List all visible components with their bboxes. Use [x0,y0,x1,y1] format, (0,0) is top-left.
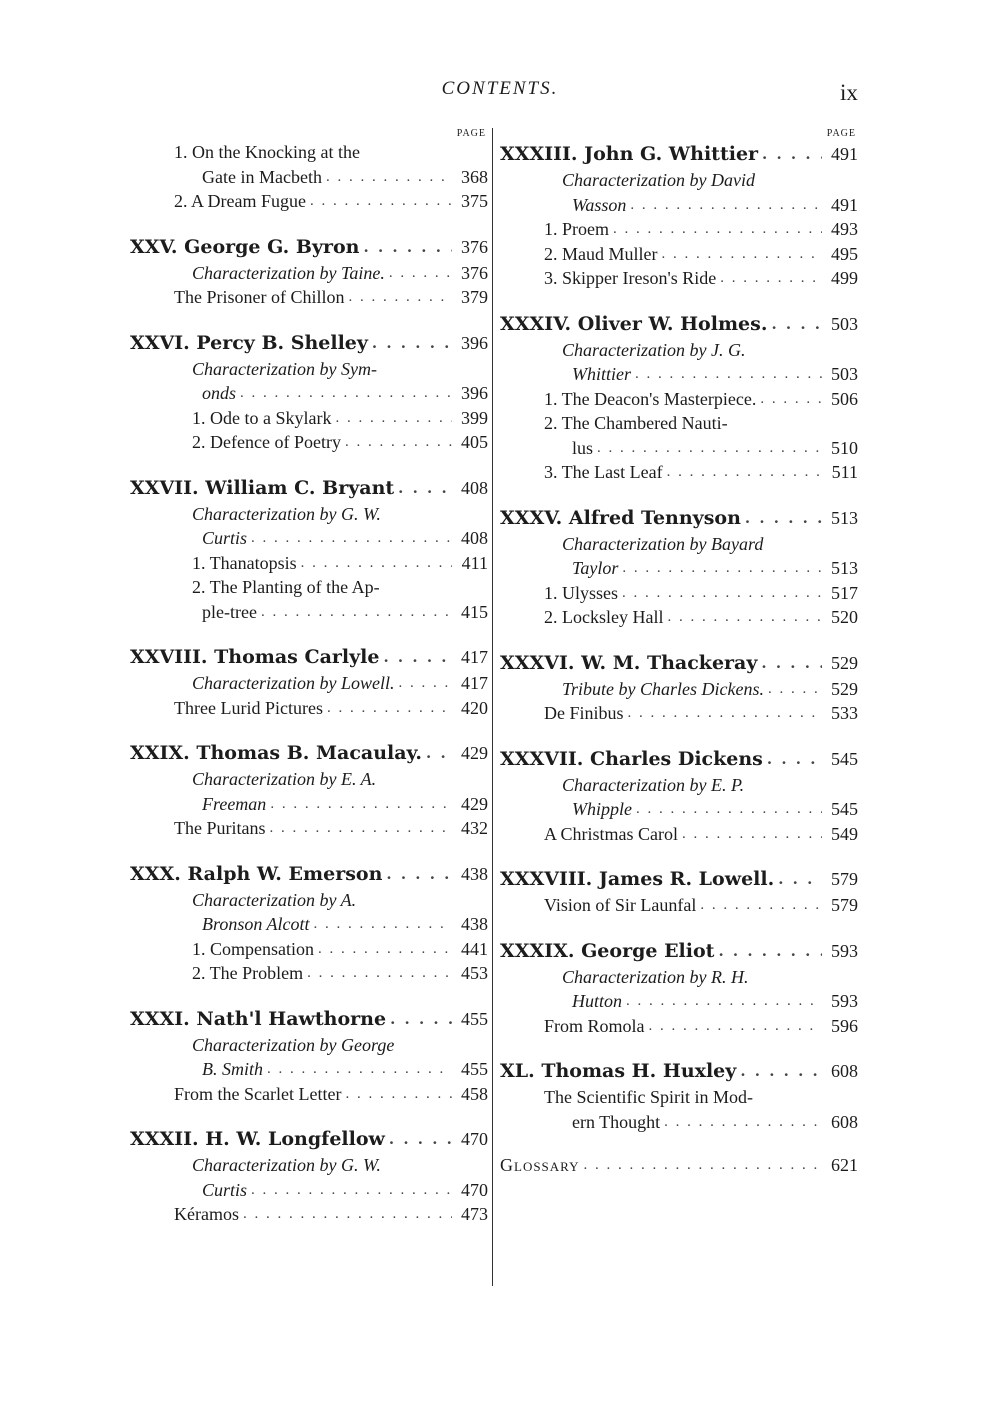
contents-entry [130,912,488,937]
page-title: CONTENTS. [441,78,559,99]
dot-leader [389,261,452,286]
contents-entry [500,773,858,798]
entry-title: Characterization by A. [192,889,357,910]
entry-page: 596 [831,1015,858,1036]
entry-page: 408 [461,477,488,498]
contents-entry [130,381,488,406]
dot-leader [718,937,822,965]
contents-entry [500,1153,858,1178]
entry-page: 579 [831,895,858,915]
author-heading [130,643,488,671]
entry-page: 368 [461,166,488,187]
dot-leader [635,362,822,387]
entry-page: 470 [461,1179,488,1200]
entry-page: 593 [831,940,858,961]
entry-title: XXVII. William C. Bryant [130,476,395,499]
dot-leader [345,1082,452,1107]
entry-title: Hutton [572,991,623,1011]
entry-title: Wasson [572,194,627,215]
dot-leader [740,1057,822,1085]
section-gap [500,291,858,310]
author-heading [130,233,488,261]
contents-entry [500,338,858,363]
section-gap [130,720,488,739]
contents-entry [500,556,858,581]
dot-leader [348,285,452,310]
dot-leader [667,460,822,485]
dot-leader [314,912,453,937]
dot-leader [386,860,452,888]
entry-title: Characterization by Bayard [562,533,764,554]
author-heading [500,504,858,532]
entry-title: Tribute by Charles Dickens. [562,678,764,699]
contents-entry [500,605,858,630]
entry-page: 429 [461,793,488,814]
contents-entry [500,1085,858,1110]
contents-entry [130,888,488,913]
author-heading [500,937,858,965]
dot-leader [584,1153,822,1178]
entry-title: XXXVII. Charles Dickens [500,747,763,770]
entry-title: 3. The Last Leaf [544,462,663,482]
contents-section [130,233,488,310]
dot-leader [626,989,822,1014]
contents-right-column [500,128,858,1178]
entry-title: ple-tree [202,601,257,622]
author-heading [500,865,858,893]
entry-page: 495 [831,243,858,264]
section-gap [130,214,488,233]
contents-entry [500,1014,858,1039]
entry-page: 608 [831,1111,858,1132]
dot-leader [364,233,453,261]
entry-page: 411 [461,552,488,573]
entry-title: De Finibus [544,703,624,723]
entry-title: XXXII. H. W. Longfellow [130,1128,385,1150]
contents-section [130,860,488,986]
entry-page: 405 [461,432,488,452]
author-heading [130,329,488,357]
entry-page: 511 [831,462,858,482]
entry-title: XXXV. Alfred Tennyson [500,506,741,529]
entry-title: 1. Proem [544,219,609,239]
page-column-label: PAGE [826,128,856,139]
entry-title: The Prisoner of Chillon [174,287,345,307]
contents-entry [130,1082,488,1107]
entry-title: 1. Ulysses [544,582,619,603]
contents-section [130,739,488,841]
dot-leader [622,556,822,581]
contents-entry [130,285,488,310]
section-gap [500,918,858,937]
section-gap [500,485,858,504]
contents-section [500,1057,858,1134]
entry-page: 432 [461,818,488,838]
dot-leader [389,1125,452,1153]
entry-title: A Christmas Carol [544,823,678,844]
contents-section [500,649,858,726]
contents-entry [500,387,858,412]
section-gap [500,630,858,649]
dot-leader [664,1110,822,1135]
contents-entry [130,189,488,214]
entry-title: XXXIII. John G. Whittier [500,143,759,165]
contents-entry [500,532,858,557]
contents-left-column [130,128,488,1227]
contents-entry [130,961,488,986]
contents-entry [500,1110,858,1135]
contents-entry [130,406,488,431]
entry-title: XXXIX. George Eliot [500,939,715,962]
contents-entry [130,551,488,576]
contents-entry [500,242,858,267]
entry-page: 455 [461,1008,488,1029]
entry-page: 529 [831,652,858,673]
contents-entry [130,816,488,841]
contents-entry [130,792,488,817]
entry-title: The Puritans [174,818,266,838]
contents-section [130,1005,488,1107]
entry-page: 510 [831,437,858,458]
dot-leader [372,329,452,357]
dot-leader [767,745,822,773]
dot-leader [761,649,822,677]
contents-section [130,474,488,625]
dot-leader [301,551,452,576]
section-gap [500,846,858,865]
entry-page: 379 [461,287,488,307]
contents-section [500,937,858,1039]
contents-entry [130,502,488,527]
contents-section [500,504,858,630]
contents-entry [130,261,488,286]
entry-title: 2. Locksley Hall [544,607,664,627]
entry-page: 396 [461,383,488,403]
contents-section [130,1125,488,1227]
entry-title: Taylor [572,558,619,578]
contents-entry [130,140,488,165]
entry-page: 399 [461,407,488,428]
entry-page: 529 [831,678,858,699]
entry-page: 408 [461,528,488,548]
contents-entry [130,600,488,625]
entry-title: Glossary [500,1155,580,1175]
contents-entry [130,526,488,551]
author-heading [500,1057,858,1085]
dot-leader [240,381,452,406]
contents-entry [130,767,488,792]
entry-page: 429 [461,743,488,763]
contents-section [500,745,858,847]
entry-page: 438 [461,914,488,934]
dot-leader [778,865,822,893]
entry-title: XXV. George G. Byron [130,235,360,258]
entry-title: Characterization by G. W. [192,503,381,524]
entry-page: 453 [461,963,488,983]
dot-leader [307,961,452,986]
entry-title: Whipple [572,799,632,819]
entry-page: 520 [831,607,858,627]
dot-leader [251,526,452,551]
entry-page: 503 [831,313,858,334]
dot-leader [251,1178,452,1203]
dot-leader [700,893,822,918]
section-gap [130,310,488,329]
dot-leader [267,1057,452,1082]
author-heading [500,310,858,338]
entry-page: 396 [461,332,488,353]
contents-entry [130,165,488,190]
entry-title: 1. Ode to a Skylark [192,407,332,428]
section-gap [500,1134,858,1153]
dot-leader [335,406,452,431]
dot-leader [745,504,822,532]
entry-title: 2. The Problem [192,963,304,983]
entry-title: 1. On the Knocking at the [174,142,360,162]
entry-page: 473 [461,1204,488,1224]
contents-entry [500,701,858,726]
entry-page: 420 [461,697,488,718]
entry-page: 608 [831,1061,858,1081]
entry-page: 376 [461,236,488,257]
entry-title: The Scientific Spirit in Mod- [544,1087,753,1107]
entry-title: 3. Skipper Ireson's Ride [544,268,717,288]
dot-leader [270,816,453,841]
author-heading [130,1005,488,1033]
contents-section [500,1153,858,1178]
entry-title: 2. Defence of Poetry [192,432,341,452]
entry-title: XXXIV. Oliver W. Holmes. [500,312,768,335]
entry-title: Characterization by E. A. [192,769,377,789]
dot-leader [628,701,822,726]
entry-page: 533 [831,703,858,723]
dot-leader [243,1202,452,1227]
author-heading [130,474,488,502]
entry-title: XXVI. Percy B. Shelley [130,331,368,354]
entry-page: 506 [831,388,858,409]
section-gap [130,841,488,860]
section-gap [130,986,488,1005]
entry-page: 491 [831,144,858,164]
entry-title: onds [202,383,237,403]
section-gap [130,1106,488,1125]
contents-entry [500,266,858,291]
dot-leader [327,696,452,721]
section-gap [130,455,488,474]
dot-leader [636,797,822,822]
entry-page: 579 [831,869,858,889]
contents-entry [500,965,858,990]
entry-page: 513 [831,558,858,578]
entry-title: 1. Thanatopsis [192,552,297,573]
dot-leader [661,242,822,267]
dot-leader [261,600,452,625]
entry-title: Characterization by Sym- [192,358,377,379]
dot-leader [326,165,452,190]
dot-leader [383,643,452,671]
page-column-label: PAGE [456,128,486,139]
entry-page: 441 [461,938,488,959]
contents-section [130,140,488,214]
entry-page: 545 [831,799,858,819]
contents-entry [500,581,858,606]
contents-entry [500,436,858,461]
dot-leader [318,937,452,962]
entry-page: 417 [461,647,488,667]
contents-entry [130,1178,488,1203]
contents-entry [500,217,858,242]
entry-title: lus [572,437,594,458]
author-heading [500,649,858,677]
contents-section [500,310,858,485]
dot-leader [399,671,453,696]
dot-leader [597,436,822,461]
author-heading [130,739,488,767]
contents-entry [500,893,858,918]
contents-entry [130,430,488,455]
dot-leader [398,474,452,502]
entry-title: Curtis [202,1179,248,1200]
contents-entry [500,411,858,436]
dot-leader [345,430,452,455]
entry-title: Gate in Macbeth [202,166,322,187]
entry-title: XXXVI. W. M. Thackeray [500,651,758,674]
section-gap [500,726,858,745]
entry-title: 2. Maud Muller [544,243,658,264]
author-heading [130,1125,488,1153]
entry-page: 545 [831,748,858,769]
entry-title: 2. A Dream Fugue [174,191,306,211]
dot-leader [630,193,822,218]
contents-entry [500,822,858,847]
entry-page: 415 [461,601,488,622]
entry-title: XXVIII. Thomas Carlyle [130,646,380,668]
entry-title: XXIX. Thomas B. Macaulay. [130,742,423,764]
contents-entry [500,797,858,822]
contents-entry [130,937,488,962]
entry-title: From the Scarlet Letter [174,1083,342,1104]
entry-title: 1. The Deacon's Masterpiece. [544,388,757,409]
contents-entry [130,575,488,600]
column-divider [492,128,493,1286]
contents-entry [130,1153,488,1178]
entry-title: XXX. Ralph W. Emerson [130,862,383,885]
dot-leader [682,822,822,847]
author-heading [130,860,488,888]
entry-title: 1. Compensation [192,938,314,959]
contents-section [130,329,488,455]
entry-title: From Romola [544,1015,645,1036]
entry-title: Whittier [572,364,631,384]
entry-title: Characterization by Lowell. [192,673,395,693]
contents-section [500,865,858,918]
entry-title: Kéramos [174,1204,239,1224]
entry-title: Curtis [202,528,248,548]
dot-leader [613,217,822,242]
contents-entry [500,677,858,702]
entry-title: Characterization by G. W. [192,1155,381,1175]
entry-page: 458 [461,1083,488,1104]
entry-title: Bronson Alcott [202,914,310,934]
dot-leader [762,140,822,168]
entry-page: 621 [831,1155,858,1175]
section-gap [500,1038,858,1057]
entry-title: Three Lurid Pictures [174,697,323,718]
contents-entry [130,357,488,382]
entry-title: XXXI. Nath'l Hawthorne [130,1007,387,1030]
page-number: ix [840,80,858,105]
entry-page: 438 [461,863,488,884]
contents-entry [130,1202,488,1227]
contents-section [500,140,858,291]
entry-title: ern Thought [572,1111,661,1132]
entry-page: 517 [831,582,858,603]
entry-title: Vision of Sir Launfal [544,895,697,915]
contents-entry [500,460,858,485]
contents-entry [500,168,858,193]
author-heading [500,140,858,168]
entry-title: B. Smith [202,1059,263,1079]
entry-title: Characterization by E. P. [562,774,745,795]
dot-leader [720,266,822,291]
entry-title: 2. The Chambered Nauti- [544,413,728,433]
entry-title: XL. Thomas H. Huxley [500,1060,737,1082]
entry-page: 470 [461,1129,488,1149]
dot-leader [768,677,822,702]
entry-title: Characterization by Taine. [192,262,385,283]
dot-leader [667,605,822,630]
entry-page: 491 [831,194,858,215]
author-heading [500,745,858,773]
dot-leader [390,1005,452,1033]
section-gap [130,624,488,643]
entry-page: 493 [831,219,858,239]
contents-section [130,643,488,720]
contents-entry [130,696,488,721]
entry-title: Characterization by George [192,1034,395,1055]
entry-page: 376 [461,262,488,283]
entry-page: 375 [461,191,488,211]
entry-title: XXXVIII. James R. Lowell. [500,868,775,890]
dot-leader [622,581,822,606]
entry-page: 593 [831,991,858,1011]
entry-page: 417 [461,673,488,693]
entry-title: 2. The Planting of the Ap- [192,577,380,597]
dot-leader [270,792,452,817]
contents-entry [130,1033,488,1058]
entry-page: 549 [831,823,858,844]
dot-leader [771,310,822,338]
dot-leader [649,1014,822,1039]
dot-leader [760,387,822,412]
dot-leader [426,739,452,767]
contents-entry [500,989,858,1014]
entry-title: Characterization by R. H. [562,966,749,987]
entry-title: Freeman [202,793,267,814]
contents-entry [130,671,488,696]
entry-page: 455 [461,1059,488,1079]
contents-entry [130,1057,488,1082]
entry-title: Characterization by David [562,170,755,190]
entry-page: 513 [831,507,858,528]
entry-page: 499 [831,268,858,288]
contents-entry [500,362,858,387]
contents-entry [500,193,858,218]
dot-leader [310,189,452,214]
entry-title: Characterization by J. G. [562,339,746,360]
entry-page: 503 [831,364,858,384]
